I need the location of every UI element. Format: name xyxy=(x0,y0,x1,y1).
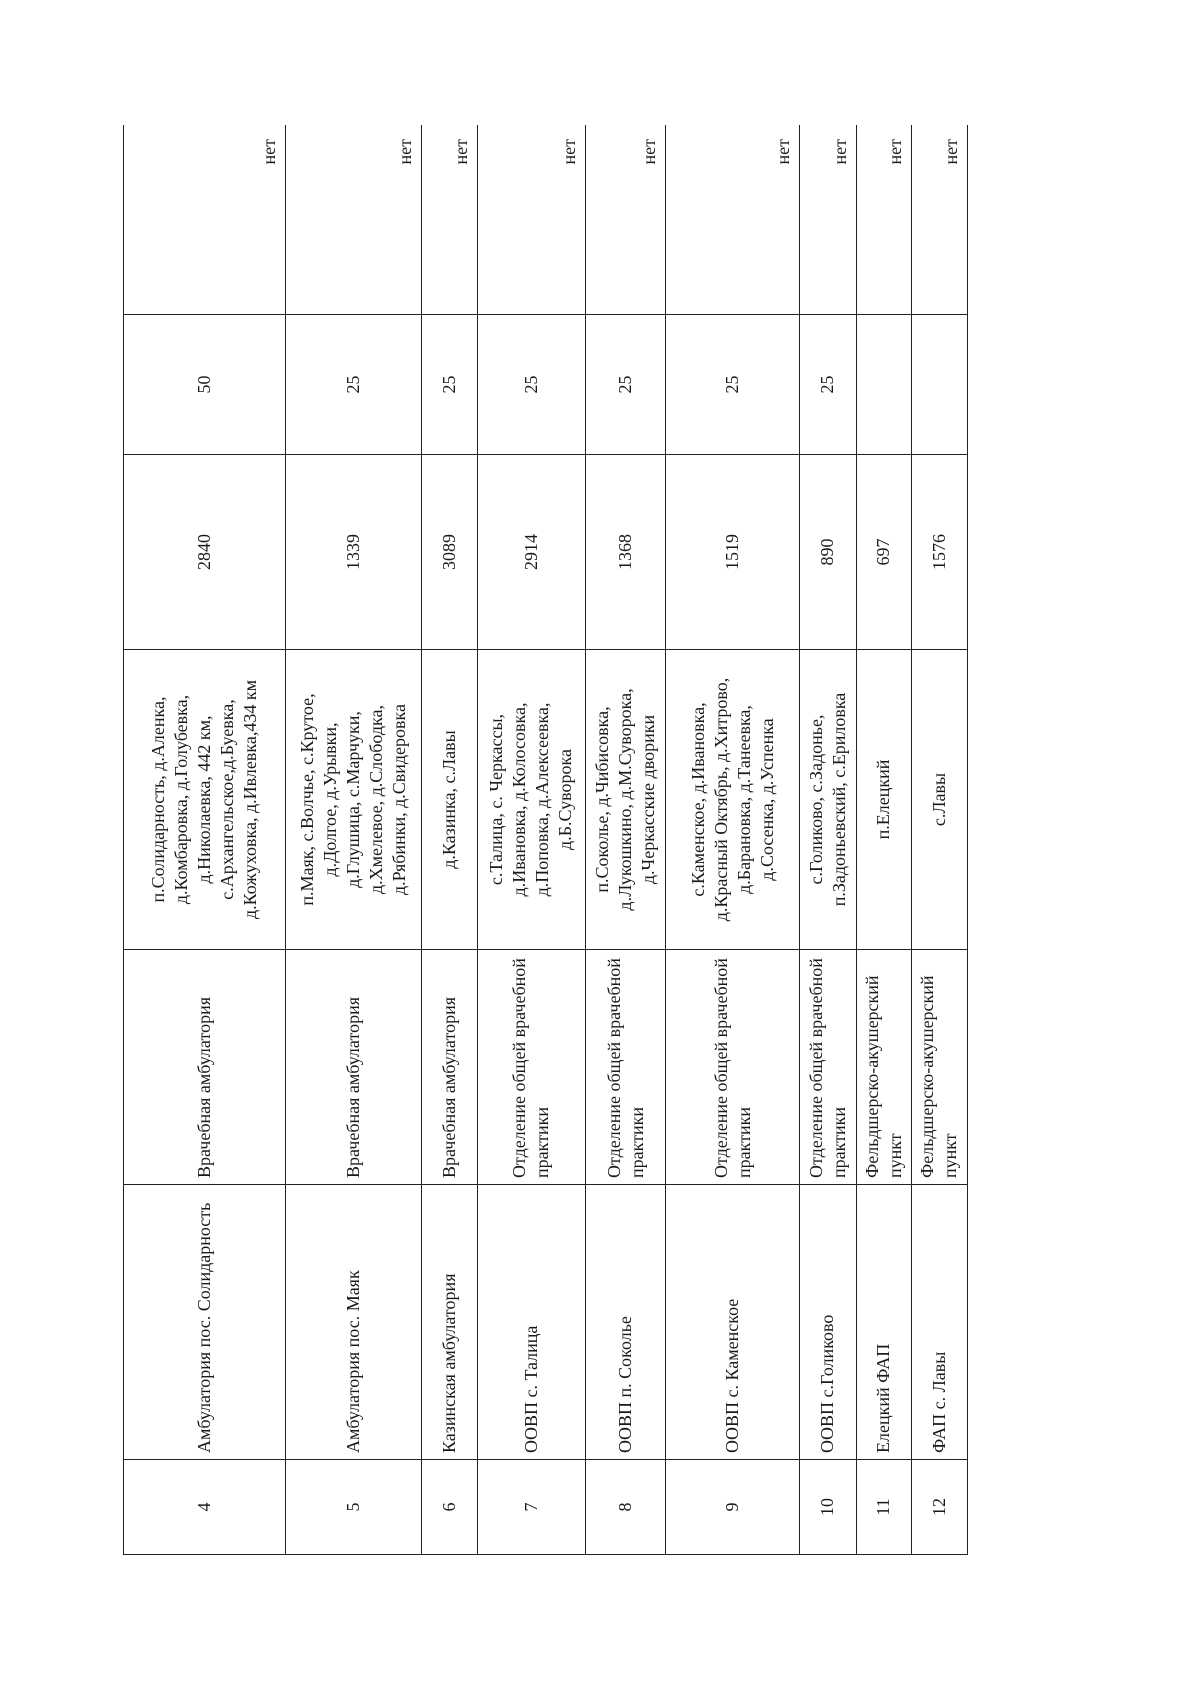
location-line: п.Соколье, д.Чибисовка, xyxy=(592,706,613,893)
served-locations-cell xyxy=(911,650,967,950)
facility-name-cell: Елецкий ФАП xyxy=(856,1185,911,1460)
table-row xyxy=(586,125,666,1555)
population-cell: 890 xyxy=(800,455,856,650)
served-locations-cell xyxy=(286,650,421,950)
availability-cell: нет xyxy=(856,125,911,315)
location-line: д.Глушица, с.Марчуки, xyxy=(342,711,363,888)
row-number-cell: 6 xyxy=(421,1460,477,1555)
row-number-cell: 9 xyxy=(666,1460,800,1555)
availability-cell: нет xyxy=(124,125,286,315)
facility-name-cell: ООВП с. Каменское xyxy=(666,1185,800,1460)
row-number-cell: 5 xyxy=(286,1460,421,1555)
availability-cell: нет xyxy=(421,125,477,315)
location-line: с.Лавы xyxy=(928,772,949,827)
facility-type-cell: Отделение общей врачебной практики xyxy=(666,950,800,1185)
table-row xyxy=(477,125,585,1555)
facility-name-cell: Казинская амбулатория xyxy=(421,1185,477,1460)
capacity-cell: 50 xyxy=(124,315,286,455)
location-line: д.Сосенка, д.Успенка xyxy=(756,718,777,881)
facility-name-cell: ООВП с.Голиково xyxy=(800,1185,856,1460)
facility-name-cell: Амбулатория пос. Солидарность xyxy=(124,1185,286,1460)
population-cell: 2840 xyxy=(124,455,286,650)
location-line: с.Каменское, д.Ивановка, xyxy=(687,702,708,897)
population-cell: 1576 xyxy=(911,455,967,650)
row-number-cell: 12 xyxy=(911,1460,967,1555)
location-line: д.Ивановка, д.Колосовка, xyxy=(509,702,530,897)
served-locations-cell xyxy=(477,650,585,950)
location-line: с.Голиково, с.Задонье, xyxy=(805,714,826,885)
availability-cell: нет xyxy=(586,125,666,315)
facility-type-cell: Отделение общей врачебной практики xyxy=(800,950,856,1185)
population-cell: 1339 xyxy=(286,455,421,650)
location-line: д.Б.Суворока xyxy=(555,749,576,850)
facility-type-cell: Фельдшерско-акушерский пункт xyxy=(856,950,911,1185)
table-row xyxy=(911,125,967,1555)
capacity-cell xyxy=(856,315,911,455)
served-locations-cell xyxy=(586,650,666,950)
location-line: п.Солидарность, д.Аленка, xyxy=(148,696,169,903)
population-cell: 1368 xyxy=(586,455,666,650)
location-line: д.Николаевка, 442 км, xyxy=(194,715,215,884)
location-line: д.Барановка, д.Танеевка, xyxy=(733,705,754,894)
capacity-cell: 25 xyxy=(286,315,421,455)
capacity-cell: 25 xyxy=(477,315,585,455)
availability-cell: нет xyxy=(911,125,967,315)
location-line: с.Талица, с. Черкассы, xyxy=(486,713,507,886)
population-cell: 1519 xyxy=(666,455,800,650)
row-number-cell: 7 xyxy=(477,1460,585,1555)
availability-cell: нет xyxy=(477,125,585,315)
served-locations-cell xyxy=(666,650,800,950)
table-row xyxy=(856,125,911,1555)
location-line: п.Маяк, с.Волчье, с.Крутое, xyxy=(296,693,317,906)
capacity-cell: 25 xyxy=(421,315,477,455)
availability-cell: нет xyxy=(800,125,856,315)
facility-name-cell: ООВП п. Соколье xyxy=(586,1185,666,1460)
location-line: с.Архангельское,д.Буевка, xyxy=(217,699,238,900)
table-row xyxy=(286,125,421,1555)
population-cell: 2914 xyxy=(477,455,585,650)
location-line: д.Красный Октябрь, д.Хитрово, xyxy=(710,677,731,922)
table-row xyxy=(421,125,477,1555)
facility-name-cell: Амбулатория пос. Маяк xyxy=(286,1185,421,1460)
row-number-cell: 4 xyxy=(124,1460,286,1555)
location-line: д.Хмелевое, д.Слободка, xyxy=(365,705,386,894)
location-line: п.Елецкий xyxy=(873,759,894,840)
facility-name-cell: ФАП с. Лавы xyxy=(911,1185,967,1460)
location-line: д.Черкасские дворики xyxy=(638,714,659,885)
table-row xyxy=(666,125,800,1555)
facilities-table xyxy=(123,125,968,1555)
availability-cell: нет xyxy=(666,125,800,315)
capacity-cell: 25 xyxy=(666,315,800,455)
population-cell: 697 xyxy=(856,455,911,650)
table-row xyxy=(124,125,286,1555)
rotated-table-frame xyxy=(123,125,968,1555)
facility-type-cell: Отделение общей врачебной практики xyxy=(477,950,585,1185)
table-body xyxy=(124,125,968,1555)
row-number-cell: 8 xyxy=(586,1460,666,1555)
table-row xyxy=(800,125,856,1555)
location-line: д.Лукошкино, д.М.Суворока, xyxy=(615,688,636,911)
facility-type-cell: Отделение общей врачебной практики xyxy=(586,950,666,1185)
location-line: д.Комбаровка, д.Голубевка, xyxy=(171,694,192,905)
population-cell: 3089 xyxy=(421,455,477,650)
availability-cell: нет xyxy=(286,125,421,315)
location-line: д.Казинка, с.Лавы xyxy=(438,730,459,869)
capacity-cell: 25 xyxy=(586,315,666,455)
location-line: д.Поповка, д.Алексеевка, xyxy=(532,702,553,897)
location-line: п.Задоньевский, с.Ериловка xyxy=(828,692,849,907)
location-line: д.Долгое, д.Урывки, xyxy=(319,722,340,877)
served-locations-cell xyxy=(421,650,477,950)
capacity-cell: 25 xyxy=(800,315,856,455)
facility-type-cell: Фельдшерско-акушерский пункт xyxy=(911,950,967,1185)
facility-type-cell: Врачебная амбулатория xyxy=(421,950,477,1185)
location-line: д.Кожуховка, д.Ивлевка,434 км xyxy=(240,679,261,920)
served-locations-cell xyxy=(856,650,911,950)
row-number-cell: 11 xyxy=(856,1460,911,1555)
facility-type-cell: Врачебная амбулатория xyxy=(286,950,421,1185)
served-locations-cell xyxy=(124,650,286,950)
row-number-cell: 10 xyxy=(800,1460,856,1555)
facility-name-cell: ООВП с. Талица xyxy=(477,1185,585,1460)
capacity-cell xyxy=(911,315,967,455)
facility-type-cell: Врачебная амбулатория xyxy=(124,950,286,1185)
table-container xyxy=(123,125,968,1555)
location-line: д.Рябинки, д.Свидеровка xyxy=(388,704,409,895)
served-locations-cell xyxy=(800,650,856,950)
